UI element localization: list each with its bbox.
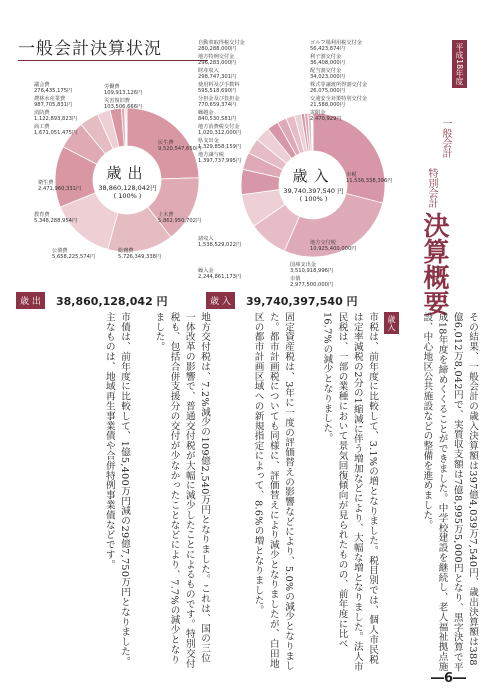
label-rodo: 労働費 109,913,126円 xyxy=(104,84,143,96)
page-number: ―6― xyxy=(430,671,466,686)
label-eisei: 衛生費 2,471,960,331円 xyxy=(38,180,82,192)
revenue-center xyxy=(266,165,361,203)
section-head-revenue-2: 歳入 xyxy=(384,312,399,334)
label-r-shoshunyu: 諸収入 1,538,529,022円 xyxy=(198,236,242,248)
expenditure-total-tag: 歳 出 xyxy=(16,292,45,309)
label-r-kofu: 地方交付税 10,925,400,000円 xyxy=(310,240,357,252)
label-r-shiyo: 使用料及び手数料 595,518,690円 xyxy=(198,82,240,94)
label-somu: 総務費 5,726,349,338円 xyxy=(118,248,162,260)
label-r-ken: 県支出金 1,329,858,159円 xyxy=(198,138,242,150)
label-r-joyo: 地方譲与税 1,397,737,995円 xyxy=(198,152,242,164)
text-column-4: 地方交付税は、7.2%減少の109億2,540万円となりました。これは、国の三位一体改革の影響で、普通交付税が大幅に減少したことによるものです。特別交付税も、包括合併支援分の交付が少なかったことなどにより、7.7%の減少となりました。 xyxy=(153,312,210,669)
revenue-center-value: 39,740,397,540 円 xyxy=(283,187,344,195)
label-doboku: 土木費 5,862,950,702円 xyxy=(158,212,202,224)
label-r-buntan: 分担金及び負担金 770,659,374円 xyxy=(198,96,240,108)
label-r-kotsu: 交通安全対策特別交付金 21,588,000円 xyxy=(310,96,368,108)
label-r-zaisan: 財産収入 298,747,301円 xyxy=(198,68,237,80)
header-rule xyxy=(18,60,208,61)
label-r-tokurei: 地方特例交付金 296,283,000円 xyxy=(198,54,237,66)
label-r-kifu: 寄附金 2,470,929円 xyxy=(310,110,342,122)
expenditure-center-value: 38,860,128,042円 xyxy=(98,184,157,192)
label-r-kokko: 国庫支出金 3,510,918,996円 xyxy=(290,262,334,274)
text-column-2: 市税は、前年度に比較して、3.1%の増となりました。税目別では、個人市民税は定率減税の2分の1縮減に伴う増加などにより、大幅な増となりました。法人市民税は、一部の業種において景気回復傾向が見られたものの、前年度に比べ16.7%の減少となりました。 xyxy=(321,312,378,672)
label-r-shohi: 地方消費税交付金 1,020,312,000円 xyxy=(198,124,242,136)
expenditure-total-value: 38,860,128,042 円 xyxy=(56,295,168,308)
text-column-3: 固定資産税は、3年に一度の評価替えの影響などにより、5.0%の減少となりました。都市計画税についても同様に、評価替えにより減少となりましたが、白田地区の都市計画区域への新規指定によって、8.6%の増となりました。 xyxy=(252,312,294,671)
expenditure-center-pct: ( 100% ) xyxy=(113,192,142,200)
label-r-golf: ゴルフ場利用税交付金 56,423,874円 xyxy=(310,40,362,52)
expenditure-center xyxy=(80,162,175,200)
label-r-kurikoshi: 繰越金 840,530,581円 xyxy=(198,110,237,122)
label-minsei: 民生費 9,520,547,650円 xyxy=(158,140,202,152)
subtitle-special: 特別会計 xyxy=(426,168,437,208)
text-column-1: その結果、一般会計の歳入決算額は397億4,039万7,540円、歳出決算額は388億6,012万8,042円で、実質収支額は7億8,995万5,000円となり、黒字決算で平成18年度を締めくくることができました。中学校建設を継続し、老人福祉拠点施設、中心地区公共施設などの整備を進めました。 xyxy=(421,312,478,672)
label-kosai: 公債費 5,658,225,574円 xyxy=(52,248,96,260)
expenditure-center-label: 歳出 xyxy=(106,164,149,182)
label-shoko: 商工費 1,671,051,475円 xyxy=(34,124,78,136)
revenue-center-pct: ( 100% ) xyxy=(299,195,328,203)
revenue-center-label: 歳入 xyxy=(292,167,335,185)
subtitle-general: 一般会計 xyxy=(440,118,451,158)
pie-slice xyxy=(126,108,127,146)
label-norin: 農林水産業費 987,705,831円 xyxy=(34,96,73,108)
label-r-kurire: 繰入金 2,244,861,173円 xyxy=(198,268,242,280)
label-r-rishi: 利子割交付金 36,408,000円 xyxy=(310,54,345,66)
revenue-total-value: 39,740,397,540 円 xyxy=(246,295,358,308)
label-r-shizei: 市税 11,536,338,396円 xyxy=(346,172,393,184)
revenue-total-tag: 歳 入 xyxy=(206,292,235,309)
label-r-jidosha: 自動車取得税交付金 280,288,000円 xyxy=(198,40,245,52)
label-shobo: 消防費 1,122,893,823円 xyxy=(34,110,78,122)
label-r-haito: 配当割交付金 34,023,000円 xyxy=(310,68,345,80)
label-gikai: 議会費 276,435,175円 xyxy=(34,82,73,94)
text-column-5: 市債は、前年度に比較して、1億5,400万円減の29億7,750万円となりました。主なものは、地域再生事業債や合併特例事業債などです。 xyxy=(103,312,130,667)
label-r-shisai: 市債 2,977,500,000円 xyxy=(290,276,334,288)
label-saigai: 災害復旧費 103,506,666円 xyxy=(104,98,143,110)
fiscal-year-tag: 平成18年度 xyxy=(452,40,467,88)
header-title: 一般会計決算状況 xyxy=(18,39,162,59)
label-r-kabu: 株式等譲渡所得割交付金 26,075,000円 xyxy=(310,82,368,94)
main-title: 決算概要 xyxy=(419,212,449,316)
label-kyoiku: 教育費 5,348,288,954円 xyxy=(34,212,78,224)
